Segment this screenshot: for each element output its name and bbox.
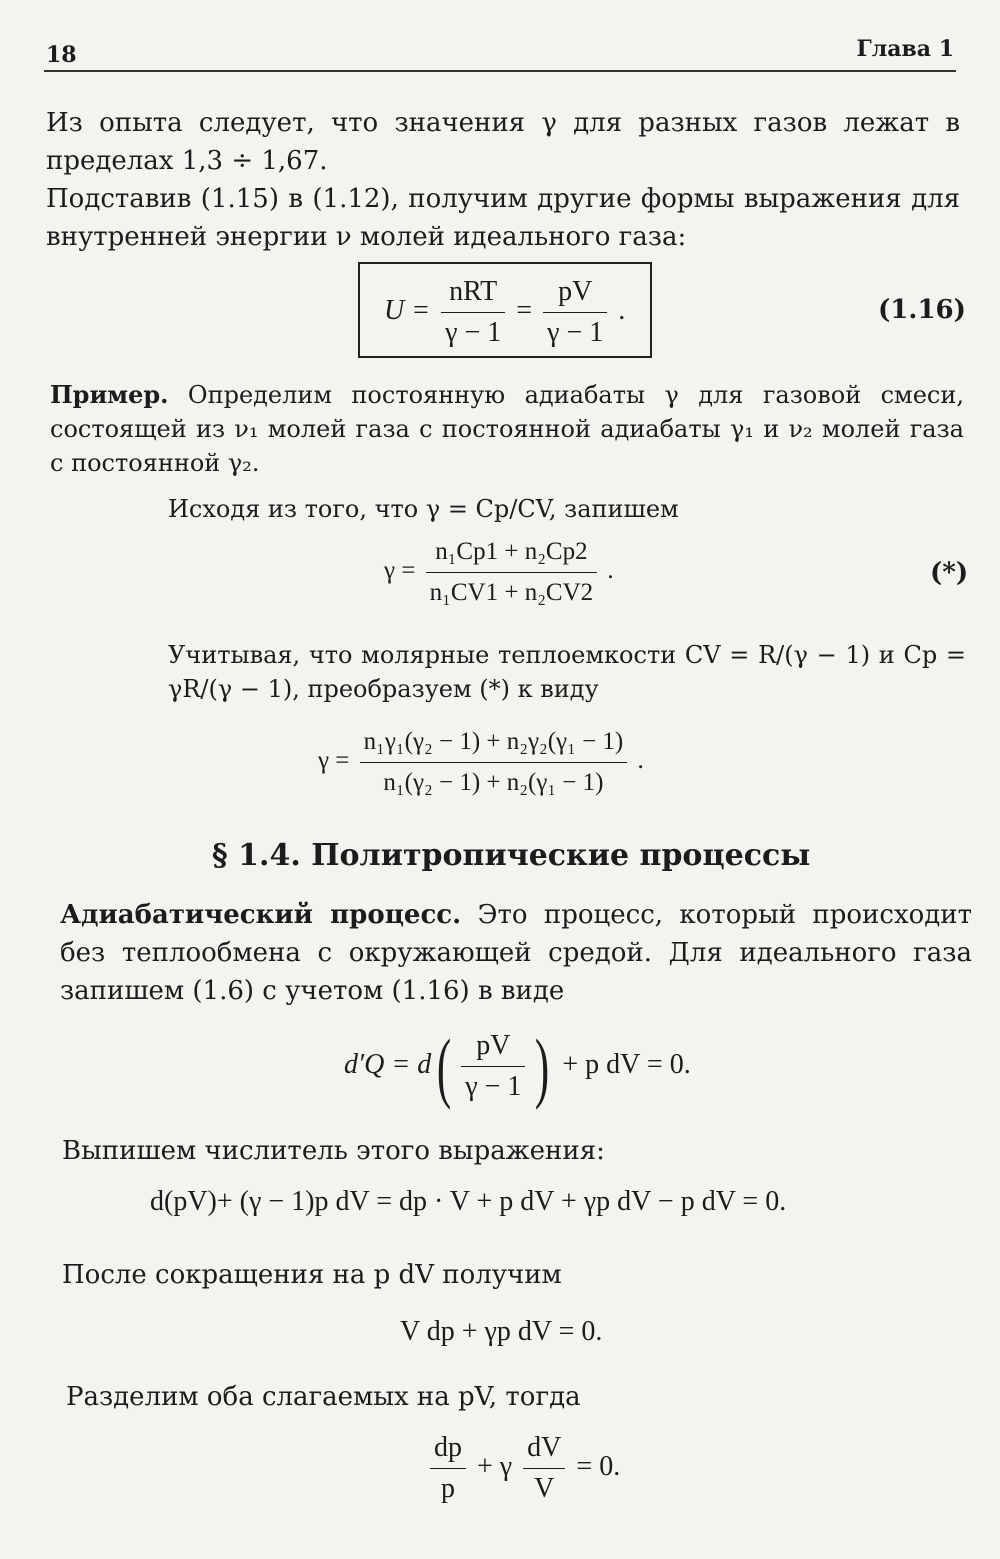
chapter-title: Глава 1 (856, 36, 954, 62)
equation-result: γ = $\frac{\text{n₁γ₁(γ₂ − 1) + n₂γ₂(γ₁ − 1)}}{\text{n₁(γ₂ − 1) + n₂(γ₁ − 1)}}$ . (318, 722, 644, 803)
example-label: Пример. (50, 380, 169, 409)
fraction: $\frac{\text{nRT}}{\gamma - 1}$ (441, 272, 505, 353)
fraction: $\frac{dV}{V}$ (523, 1428, 565, 1509)
running-header (44, 36, 956, 72)
equation-expand: d(pV)+ (γ − 1)p dV = dp · V + p dV + γp dV − p dV = 0. (150, 1186, 787, 1217)
paragraph-substitution: Подставив (1.15) в (1.12), получим другие формы выражения для внутренней энергии ν молей идеального газа: (46, 184, 960, 252)
paragraph-numerator: Выпишем числитель этого выражения: (62, 1136, 605, 1166)
paragraph-given: Учитывая, что молярные теплоемкости CV = R/(γ − 1) и Cp = γR/(γ − 1), преобразуем (*) к виду (168, 641, 966, 703)
equation-dq: d′Q = d( $\frac{pV}{\gamma - 1}$ ) + p dV = 0. (344, 1022, 691, 1110)
example-paragraph: Пример. Определим постоянную адиабаты γ для газовой смеси, состоящей из ν₁ молей газа с постоянной адиабаты γ₁ и ν₂ молей газа с постоянной γ₂. (50, 380, 964, 477)
adiabatic-paragraph: Адиабатический процесс. Это процесс, который происходит без теплообмена с окружающей средой. Для идеального газа запишем (1.6) с учетом (1.16) в виде (60, 900, 972, 1006)
adiabatic-label: Адиабатический процесс. (60, 900, 462, 930)
equation-number: (*) (930, 558, 969, 588)
fraction: $\frac{dp}{p}$ (430, 1428, 466, 1509)
paragraph-gamma-range: Из опыта следует, что значения γ для разных газов лежат в пределах 1,3 ÷ 1,67. (46, 108, 960, 176)
equation-final: $\frac{dp}{p}$ + γ $\frac{dV}{V}$ = 0. (426, 1428, 620, 1509)
fraction: $\frac{\text{n₁γ₁(γ₂ − 1) + n₂γ₂(γ₁ − 1)}}{\text{n₁(γ₂ − 1) + n₂(γ₁ − 1)}}$ (360, 722, 628, 803)
equation-vdp: V dp + γp dV = 0. (400, 1316, 603, 1347)
fraction: $\frac{pV}{\gamma - 1}$ (461, 1026, 525, 1107)
paragraph-from: Исходя из того, что γ = Cp/CV, запишем (168, 495, 679, 523)
fraction: $\frac{pV}{\gamma - 1}$ (543, 272, 607, 353)
equation-number: (1.16) (878, 295, 966, 325)
equation-1-16: U = $\frac{\text{nRT}}{\gamma - 1}$ = $\frac{pV}{\gamma - 1}$ . (384, 272, 625, 353)
paragraph-after: После сокращения на p dV получим (62, 1260, 562, 1290)
page-number: 18 (46, 42, 77, 68)
fraction: $\frac{\text{n₁Cp1 + n₂Cp2}}{\text{n₁CV1 + n₂CV2}}$ (426, 532, 598, 613)
eq116-lhs: U = (384, 294, 431, 326)
section-heading: § 1.4. Политропические процессы (212, 838, 811, 873)
equation-star: γ = $\frac{\text{n₁Cp1 + n₂Cp2}}{\text{n₁CV1 + n₂CV2}}$ . (384, 532, 614, 613)
paragraph-divide: Разделим оба слагаемых на pV, тогда (66, 1382, 581, 1412)
